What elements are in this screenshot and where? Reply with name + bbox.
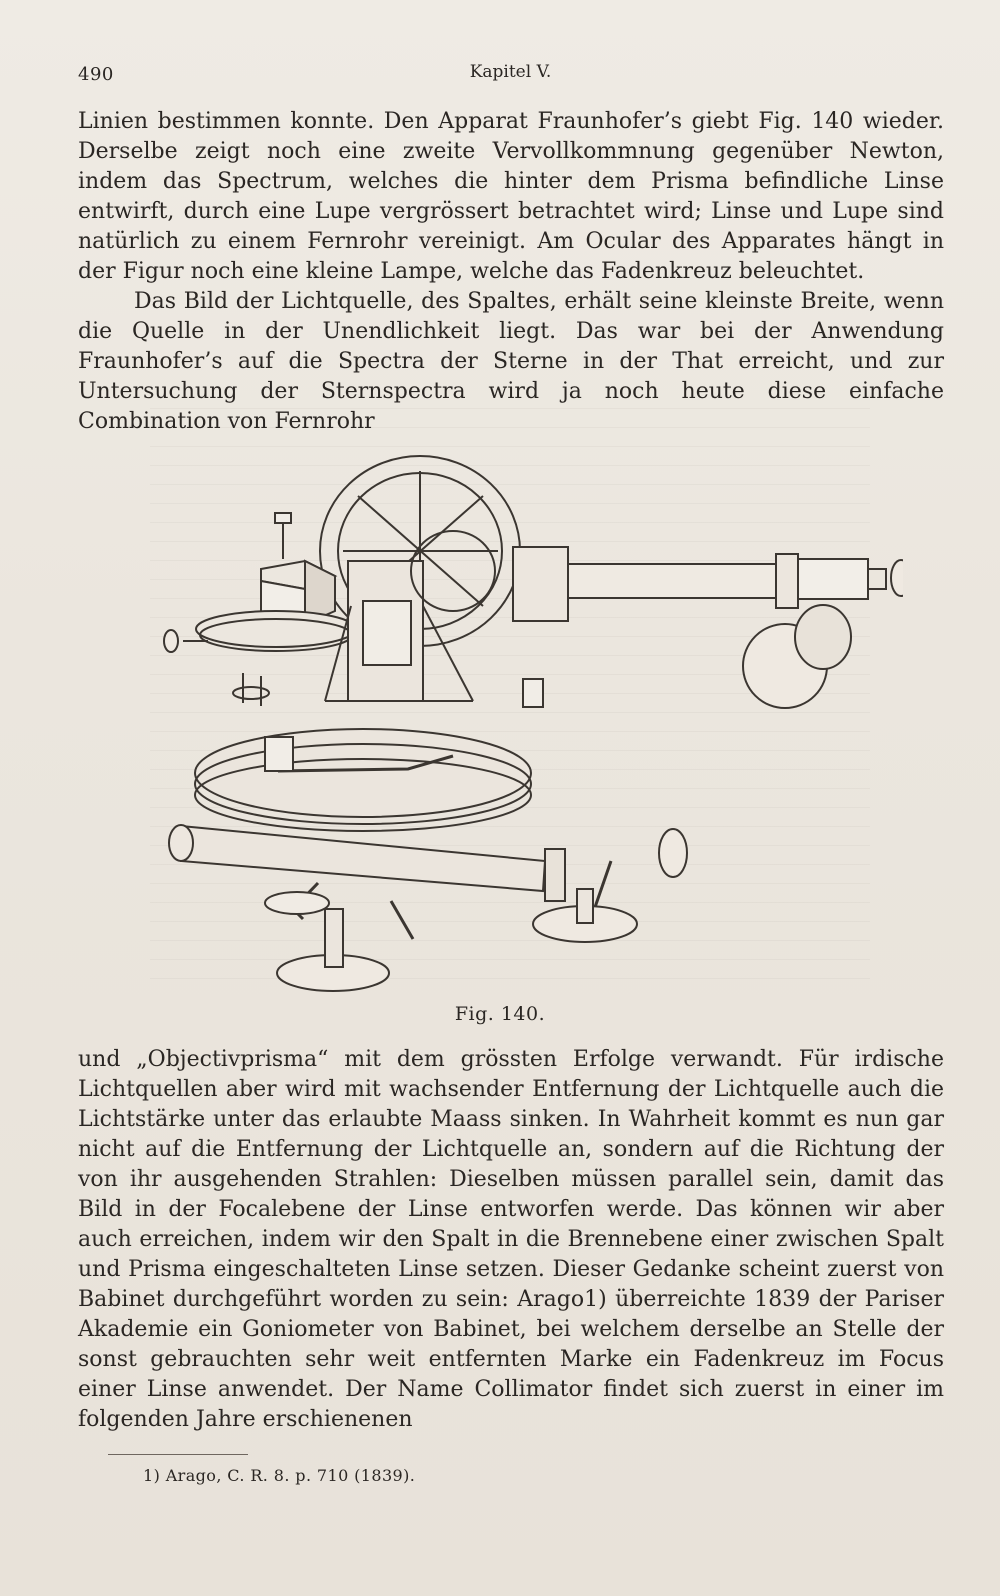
page-header [78, 58, 943, 90]
running-head: Kapitel V. [469, 62, 552, 82]
tripod-foot-left [265, 892, 329, 914]
prism-table [196, 611, 356, 647]
paragraph-2: Das Bild der Lichtquelle, des Spaltes, erhält seine kleinste Breite, wenn die Quelle in der Unendlichkeit liegt. Das war bei der Anwendung Fraunhofer’s auf die Spectra der Sterne in der That erreicht, und zur Untersuchung der Sternspectra wird ja noch heute diese einfache Combination von Fernrohr [78, 289, 944, 434]
figure-caption: Fig. 140. [454, 1003, 546, 1025]
main-telescope-tube [568, 564, 776, 598]
paragraph-3: und „Objectivprisma“ mit dem grössten Erfolge verwandt. Für irdische Lichtquellen aber wird mit wachsender Entfernung der Lichtquelle auch die Lichtstärke unter das erlaubte Maass sinken. In Wahrheit kommt es nun gar nicht auf die Entfernung der Lichtquelle an, sondern auf die Richtung der von ihr ausgehenden Strahlen: Dieselben müssen parallel sein, damit das Bild in der Focalebene der Linse entworfen werde. Das können wir aber auch erreichen, indem wir den Spalt in die Brennebene einer zwischen Spalt und Prisma eingeschalteten Linse setzen. Dieser Gedanke scheint zuerst von Babinet durchgeführt worden zu sein: Arago1) überreichte 1839 der Pariser Akademie ein Goniometer von Babinet, bei welchem derselbe an Stelle der sonst gebrauchten sehr weit entfernten Marke ein Fadenkreuz im Focus einer Linse anwendet. Der Name Collimator findet sich zuerst in einer im folgenden Jahre erschienenen [78, 1047, 944, 1432]
lower-collimator-tube [181, 826, 545, 891]
large-base-plate [195, 729, 531, 817]
page-number: 490 [78, 64, 114, 85]
eyepiece-end [891, 560, 903, 596]
upper-body-text [78, 107, 944, 437]
figure-140 [153, 451, 903, 1016]
footnote: 1) Arago, C. R. 8. p. 710 (1839). [143, 1466, 416, 1485]
eyepiece-housing [798, 559, 868, 599]
fraunhofer-apparatus-illustration [153, 451, 903, 1016]
lower-body-text [78, 1045, 944, 1435]
paragraph-1: Linien bestimmen konnte. Den Apparat Fraunhofer’s giebt Fig. 140 wieder. Derselbe zeigt noch eine zweite Vervollkommnung gegenüber Newton, indem das Spectrum, welches die hinter dem Prisma befindliche Linse entwirft, durch eine Lupe vergrössert betrachtet wird; Linse und Lupe sind natürlich zu einem Fernrohr vereinigt. Am Ocular des Apparates hängt in der Figur noch eine kleine Lampe, welche das Fadenkreuz beleuchtet. [78, 109, 944, 284]
footnote-rule [108, 1454, 248, 1455]
